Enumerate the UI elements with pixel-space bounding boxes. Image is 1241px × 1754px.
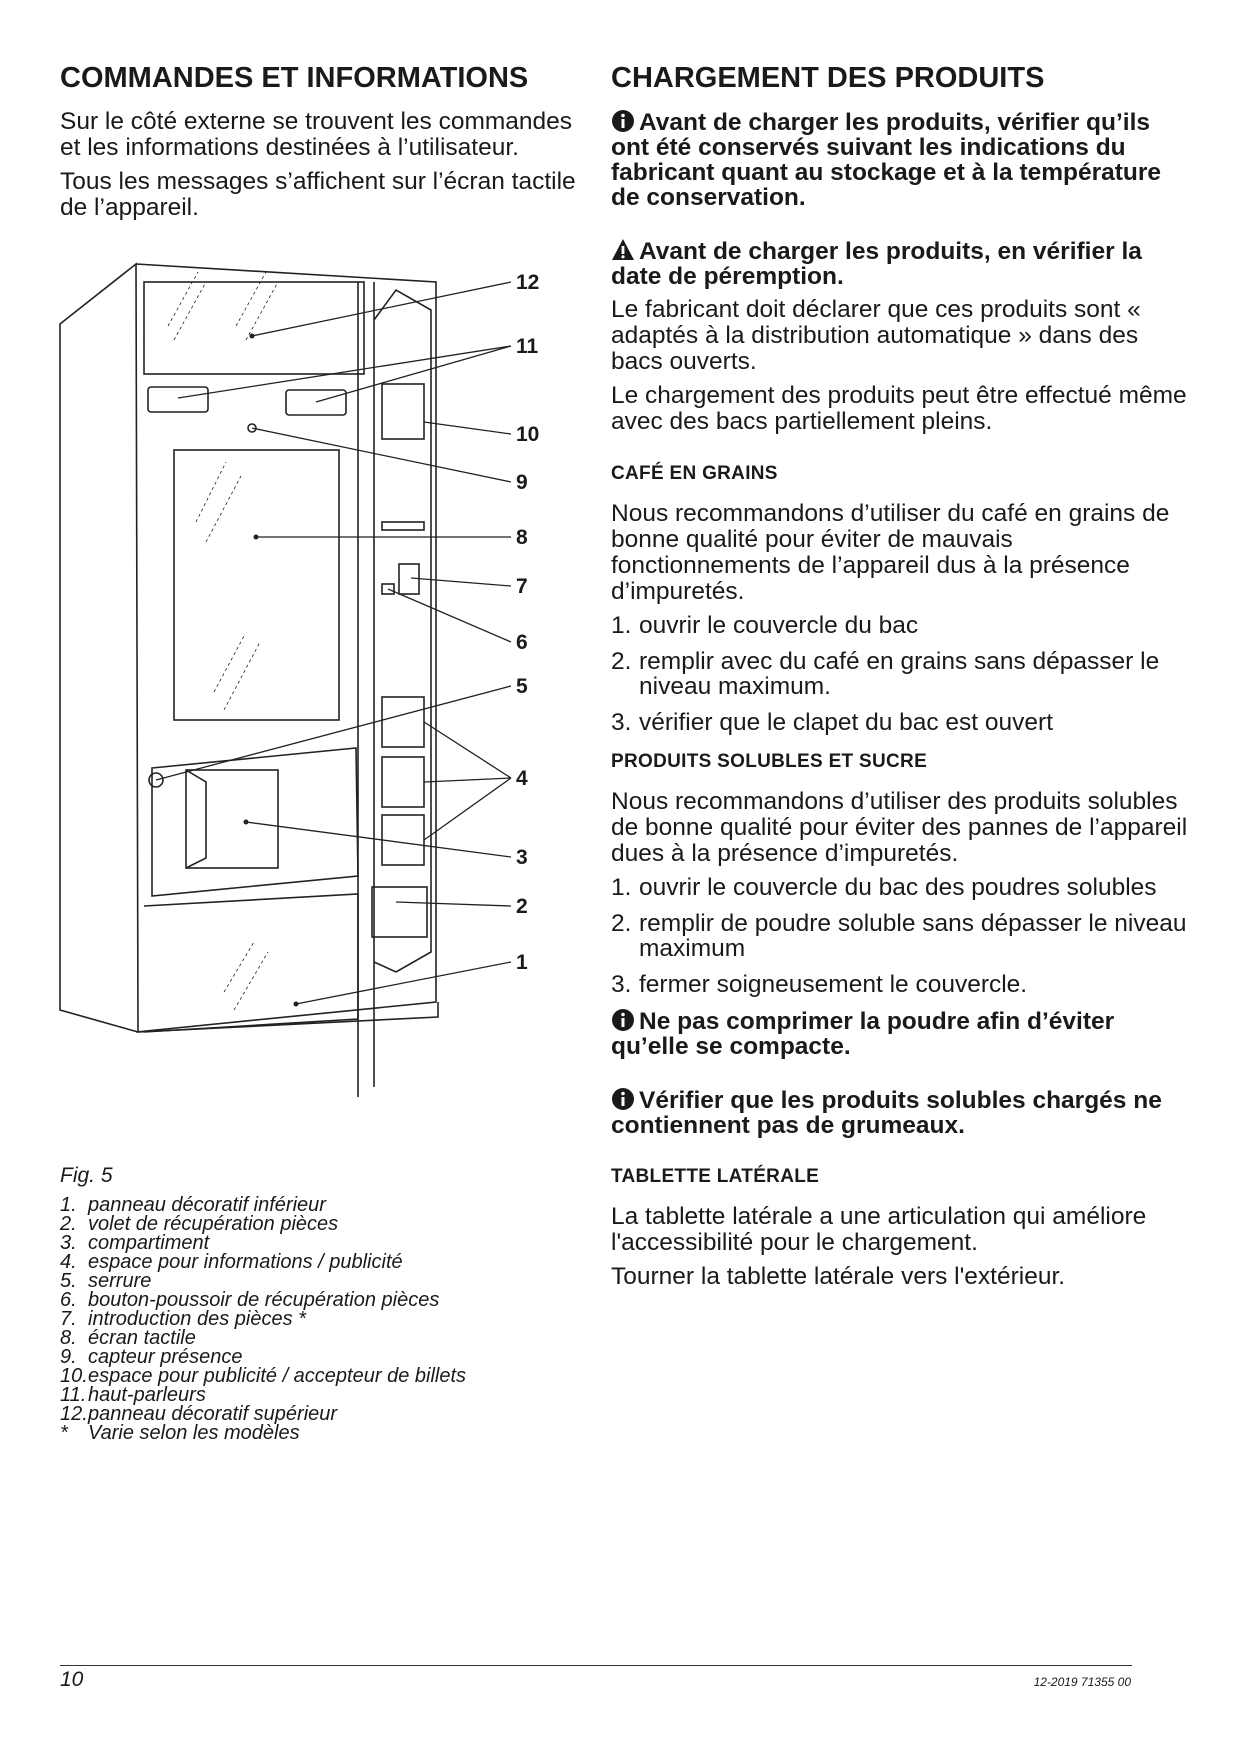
info-icon [611,109,635,133]
body-paragraph: Tourner la tablette latérale vers l'extérieur. [611,1263,1066,1290]
list-item: 1. ouvrir le couvercle du bac [611,612,919,639]
callout-10: 10 [516,423,540,446]
info-icon [611,1087,635,1111]
callout-1: 1 [516,951,528,974]
legend-item: 3. compartiment [60,1232,210,1254]
section-title-chargement: CHARGEMENT DES PRODUITS [611,62,1045,94]
callout-12: 12 [516,271,540,294]
legend-item: 1. panneau décoratif inférieur [60,1194,326,1216]
callout-4: 4 [516,767,528,790]
section-title-commandes: COMMANDES ET INFORMATIONS [60,62,529,94]
footer-divider [60,1665,1132,1666]
subheading-tablette: TABLETTE LATÉRALE [611,1166,820,1187]
right-column [611,62,1191,1290]
legend-item: 4. espace pour informations / publicité [60,1251,403,1273]
legend-item: 5. serrure [60,1270,152,1292]
solubles-steps [611,875,1191,997]
intro-paragraph: Sur le côté externe se trouvent les commandes et les informations destinées à l’utilisateur. [60,108,573,161]
body-paragraph: Nous recommandons d’utiliser des produits solubles de bonne qualité pour éviter des pannes de l’appareil dues à la présence d’impuretés. [611,788,1188,867]
body-paragraph: La tablette latérale a une articulation qui améliore l'accessibilité pour le chargement. [611,1203,1147,1256]
list-item: 3. vérifier que le clapet du bac est ouvert [611,709,1054,736]
legend-item: 12.panneau décoratif supérieur [60,1403,338,1425]
list-item: 3. fermer soigneusement le couvercle. [611,971,1028,998]
body-paragraph: Nous recommandons d’utiliser du café en grains de bonne qualité pour éviter de mauvais fonctionnements de l’appareil dus à la présence d’impuretés. [611,500,1170,605]
legend-item: 6. bouton-poussoir de récupération pièces [60,1289,440,1311]
info-note-3: Vérifier que les produits solubles chargés ne contiennent pas de grumeaux. [611,1087,1162,1139]
info-note-1: Avant de charger les produits, vérifier qu’ils ont été conservés suivant les indications du fabricant quant au stockage et à la température de conservation. [611,109,1162,211]
legend-item: 9. capteur présence [60,1346,243,1368]
callout-3: 3 [516,846,528,869]
body-paragraph: Le fabricant doit déclarer que ces produits sont « adaptés à la distribution automatique » dans des bacs ouverts. [611,296,1141,375]
subheading-solubles: PRODUITS SOLUBLES ET SUCRE [611,751,928,772]
legend-item: 10.espace pour publicité / accepteur de billets [60,1365,467,1387]
subheading-cafe: CAFÉ EN GRAINS [611,463,778,484]
warning-icon [611,238,635,262]
figure-caption: Fig. 5 [60,1164,113,1187]
callout-7: 7 [516,575,528,598]
callout-9: 9 [516,471,528,494]
body-paragraph: Le chargement des produits peut être effectué même avec des bacs partiellement pleins. [611,382,1187,435]
list-item: 2. remplir avec du café en grains sans dépasser le niveau maximum. [611,648,1160,700]
list-item: 2. remplir de poudre soluble sans dépasser le niveau maximum [611,910,1187,962]
callout-8: 8 [516,526,528,549]
warning-note: Avant de charger les produits, en vérifier la date de péremption. [611,238,1142,290]
document-code: 12-2019 71355 00 [1033,1675,1131,1689]
info-icon [611,1008,635,1032]
legend-item: 11.haut-parleurs [60,1384,206,1406]
figure-legend [60,1196,560,1443]
legend-item: * Varie selon les modèles [60,1422,300,1444]
callout-5: 5 [516,675,528,698]
vending-machine-figure [56,262,556,1167]
info-note-2: Ne pas comprimer la poudre afin d’éviter qu’elle se compacte. [611,1008,1115,1060]
legend-item: 7. introduction des pièces * [60,1308,306,1330]
intro-paragraph-2: Tous les messages s’affichent sur l’écran tactile de l’appareil. [60,168,576,221]
vending-machine-drawing [56,262,556,1167]
list-item: 1. ouvrir le couvercle du bac des poudres solubles [611,874,1157,901]
cafe-steps [611,613,1191,735]
legend-item: 2. volet de récupération pièces [60,1213,339,1235]
callout-6: 6 [516,631,528,654]
callout-2: 2 [516,895,528,918]
callout-11: 11 [516,335,539,358]
page-number: 10 [60,1668,84,1691]
left-column [60,62,580,221]
legend-item: 8. écran tactile [60,1327,196,1349]
